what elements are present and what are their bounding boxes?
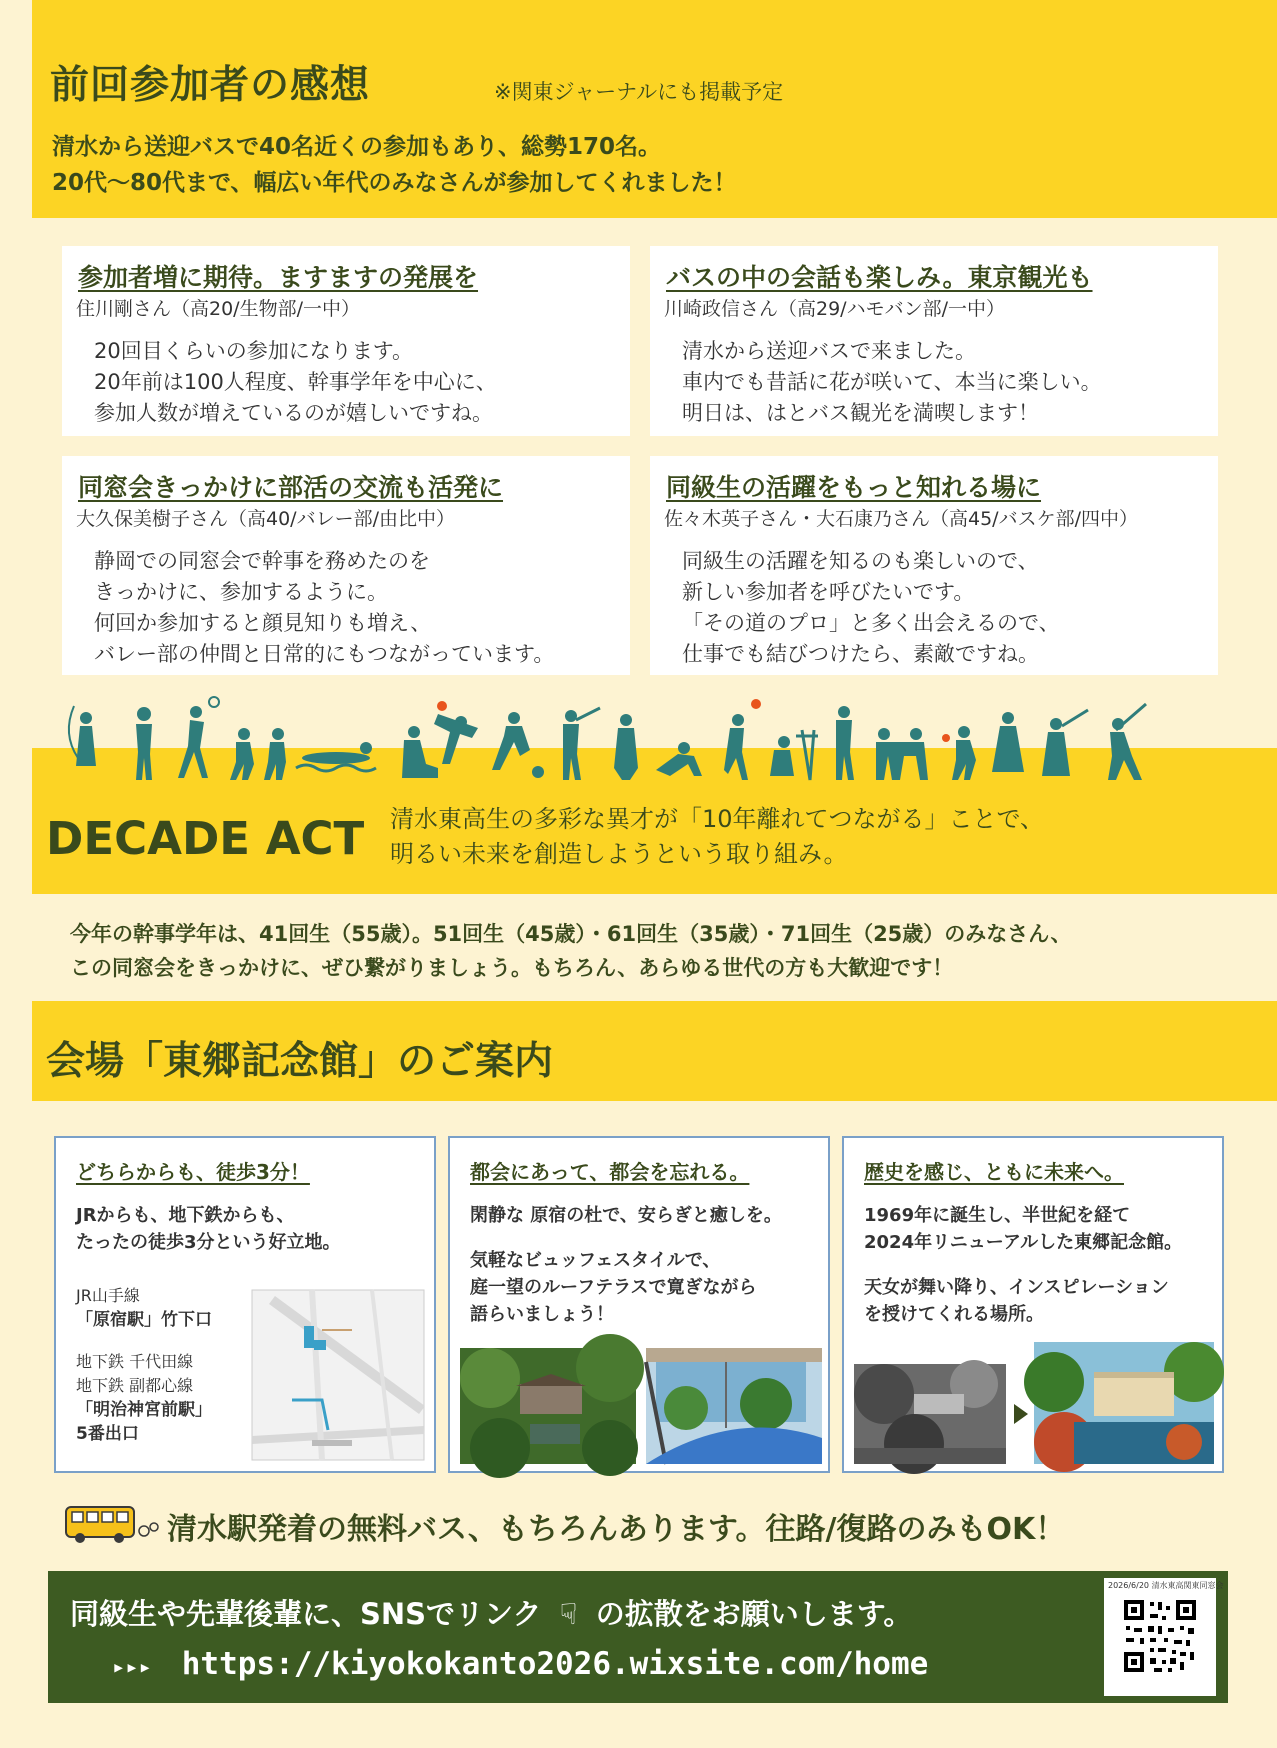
sns-share-text-start: 同級生や先輩後輩に、SNSでリンク xyxy=(70,1597,542,1631)
painter-silhouette xyxy=(770,730,818,780)
tennis-silhouette xyxy=(178,697,219,778)
venue-line: 気軽なビュッフェスタイルで、 xyxy=(470,1250,721,1271)
testimonial-line: 新しい参加者を呼びたいです。 xyxy=(682,580,975,604)
testimonial-line: 参加人数が増えているのが嬉しいですね。 xyxy=(94,401,493,425)
venue-card-history xyxy=(842,1136,1224,1473)
venue-line: 2024年リニューアルした東郷記念館。 xyxy=(864,1232,1183,1253)
artist-silhouette xyxy=(402,726,438,778)
dancer-silhouette xyxy=(992,712,1024,772)
testimonial-line: 同級生の活躍を知るのも楽しいので、 xyxy=(682,549,1039,573)
testimonial-line: きっかけに、参加するように。 xyxy=(94,580,388,604)
venue-card-garden xyxy=(448,1136,830,1473)
venue-line xyxy=(470,1229,782,1247)
pointing-hand-icon: ☟ xyxy=(559,1597,578,1631)
sns-share-text-end: の拡散をお願いします。 xyxy=(595,1597,913,1631)
decade-act-title: DECADE ACT xyxy=(46,812,365,865)
qr-caption: 2026/6/20 清水東高関東同窓会 xyxy=(1108,1581,1224,1590)
testimonial-line: 明日は、はとバス観光を満喫します！ xyxy=(682,401,1039,425)
testimonial-line: 「その道のプロ」と多く出会えるので、 xyxy=(682,611,1060,635)
testimonial-line: 何回か参加すると顔見知りも増え、 xyxy=(94,611,432,635)
venue-line: 1969年に誕生し、半世紀を経て xyxy=(864,1205,1131,1226)
website-url[interactable]: https://kiyokokanto2026.wixsite.com/home xyxy=(181,1646,929,1682)
jr-line-label: JR山手線 xyxy=(76,1286,140,1305)
club-silhouettes-illustration xyxy=(66,700,1226,782)
section-title-venue: 会場「東郷記念館」のご案内 xyxy=(46,1039,554,1084)
testimonial-name: 住川剛さん（高20/生物部/一中） xyxy=(76,298,360,320)
testimonial-card xyxy=(650,246,1218,436)
testimonial-line: 20回目くらいの参加になります。 xyxy=(94,339,414,363)
terrace-photo xyxy=(646,1348,822,1464)
qr-code-icon[interactable] xyxy=(1122,1598,1198,1674)
testimonial-body xyxy=(682,336,1102,429)
trumpet-silhouette xyxy=(563,708,600,780)
metro-station-label: 「明治神宮前駅」 xyxy=(76,1400,212,1420)
person-silhouette xyxy=(136,707,152,780)
garden-photo xyxy=(460,1348,636,1464)
access-map xyxy=(252,1290,424,1460)
testimonial-name: 佐々木英子さん・大石康乃さん（高45/バスケ部/四中） xyxy=(664,508,1138,530)
arrows-icon: ▸▸▸ xyxy=(112,1655,152,1680)
soccer-silhouette xyxy=(492,712,544,778)
metro-exit-label: 5番出口 xyxy=(76,1424,139,1444)
paddle-silhouette xyxy=(942,726,976,780)
venue-line xyxy=(864,1256,1182,1274)
venue-card-title: どちらからも、徒歩3分！ xyxy=(76,1160,310,1184)
testimonial-body xyxy=(94,546,554,670)
testimonial-line: 清水から送迎バスで来ました。 xyxy=(682,339,976,363)
venue-card-title: 都会にあって、都会を忘れる。 xyxy=(470,1160,750,1184)
decade-line: 明るい未来を創造しようという取り組み。 xyxy=(390,840,848,868)
intro-line: 清水から送迎バスで40名近くの参加もあり、総勢170名。 xyxy=(52,134,662,160)
testimonial-name: 大久保美樹子さん（高40/バレー部/由比中） xyxy=(76,508,455,530)
testimonial-line: 静岡での同窓会で幹事を務めたのを xyxy=(94,549,430,573)
venue-card-access xyxy=(54,1136,436,1473)
testimonial-title: バスの中の会話も楽しみ。東京観光も xyxy=(666,263,1093,292)
saxophone-silhouette xyxy=(836,706,854,780)
journal-note: ※関東ジャーナルにも掲載予定 xyxy=(494,80,784,104)
section-title-impressions: 前回参加者の感想 xyxy=(50,63,371,108)
venue-line: を授けてくれる場所。 xyxy=(864,1304,1044,1325)
organizer-line: 今年の幹事学年は、41回生（55歳）。51回生（45歳）・61回生（35歳）・71回生（25歳）のみなさん、 xyxy=(70,922,1072,946)
metro-line-label: 地下鉄 副都心線 xyxy=(76,1376,194,1395)
venue-card-body xyxy=(470,1202,782,1328)
spiker-silhouette xyxy=(724,699,761,780)
testimonial-line: 20年前は100人程度、幹事学年を中心に、 xyxy=(94,370,497,394)
testimonial-card xyxy=(650,456,1218,675)
venue-line: 閑静な 原宿の杜で、安らぎと癒しを。 xyxy=(470,1205,782,1226)
organizer-class-text xyxy=(70,917,1072,985)
venue-line: 語らいましょう！ xyxy=(470,1304,614,1325)
arrow-right-icon xyxy=(1012,1402,1030,1426)
sns-footer xyxy=(48,1571,1228,1703)
venue-card-title: 歴史を感じ、ともに未来へ。 xyxy=(864,1160,1124,1184)
testimonial-title: 同窓会きっかけに部活の交流も活発に xyxy=(78,473,504,502)
bus-icon xyxy=(64,1503,164,1545)
wrestling-silhouette xyxy=(876,728,928,780)
testimonial-name: 川崎政信さん（高29/ハモバン部/一中） xyxy=(664,298,1005,320)
intro-line: 20代〜80代まで、幅広い年代のみなさんが参加してくれました！ xyxy=(52,170,737,196)
testimonial-body xyxy=(94,336,497,429)
archer-silhouette xyxy=(69,706,96,766)
testimonial-title: 同級生の活躍をもっと知れる場に xyxy=(666,473,1042,502)
venue-card-body xyxy=(76,1202,341,1256)
testimonial-body xyxy=(682,546,1060,670)
testimonial-line: 仕事でも結びつけたら、素敵ですね。 xyxy=(682,642,1039,666)
testimonial-title: 参加者増に期待。ますますの発展を xyxy=(78,263,479,292)
venue-line: JRからも、地下鉄からも、 xyxy=(76,1205,295,1226)
website-link[interactable] xyxy=(112,1646,928,1682)
metro-line-label: 地下鉄 千代田線 xyxy=(76,1352,194,1371)
decade-act-description xyxy=(390,802,1044,872)
access-info xyxy=(76,1284,212,1446)
pingpong-silhouette xyxy=(230,728,286,780)
testimonial-card xyxy=(62,456,630,675)
venue-card-body xyxy=(864,1202,1182,1328)
free-bus-notice: 清水駅発着の無料バス、もちろんあります。往路/復路のみもOK！ xyxy=(167,1512,1066,1547)
batter-silhouette xyxy=(1108,704,1146,780)
sprinter-silhouette xyxy=(656,742,702,776)
testimonial-line: 車内でも昔話に花が咲いて、本当に楽しい。 xyxy=(682,370,1102,394)
qr-code-card[interactable] xyxy=(1104,1578,1224,1696)
horn-silhouette xyxy=(1042,710,1088,776)
testimonial-card xyxy=(62,246,630,436)
organizer-line: この同窓会をきっかけに、ぜひ繋がりましょう。もちろん、あらゆる世代の方も大歓迎です！ xyxy=(70,956,954,980)
swimmer-silhouette xyxy=(296,742,376,771)
sns-share-text xyxy=(70,1592,912,1633)
intro-text xyxy=(52,129,737,201)
decade-line: 清水東高生の多彩な異才が「10年離れてつながる」ことで、 xyxy=(390,805,1045,833)
venue-line: 庭一望のルーフテラスで寛ぎながら xyxy=(470,1277,757,1298)
old-building-photo xyxy=(854,1364,1006,1464)
flute-silhouette xyxy=(614,714,638,780)
testimonial-line: バレー部の仲間と日常的にもつながっています。 xyxy=(94,642,555,666)
venue-line: 天女が舞い降り、インスピレーション xyxy=(864,1277,1169,1298)
venue-line: たったの徒歩3分という好立地。 xyxy=(76,1232,341,1253)
volleyball-silhouette xyxy=(434,701,478,764)
renewed-building-photo xyxy=(1034,1342,1214,1464)
jr-station-label: 「原宿駅」竹下口 xyxy=(76,1310,212,1330)
